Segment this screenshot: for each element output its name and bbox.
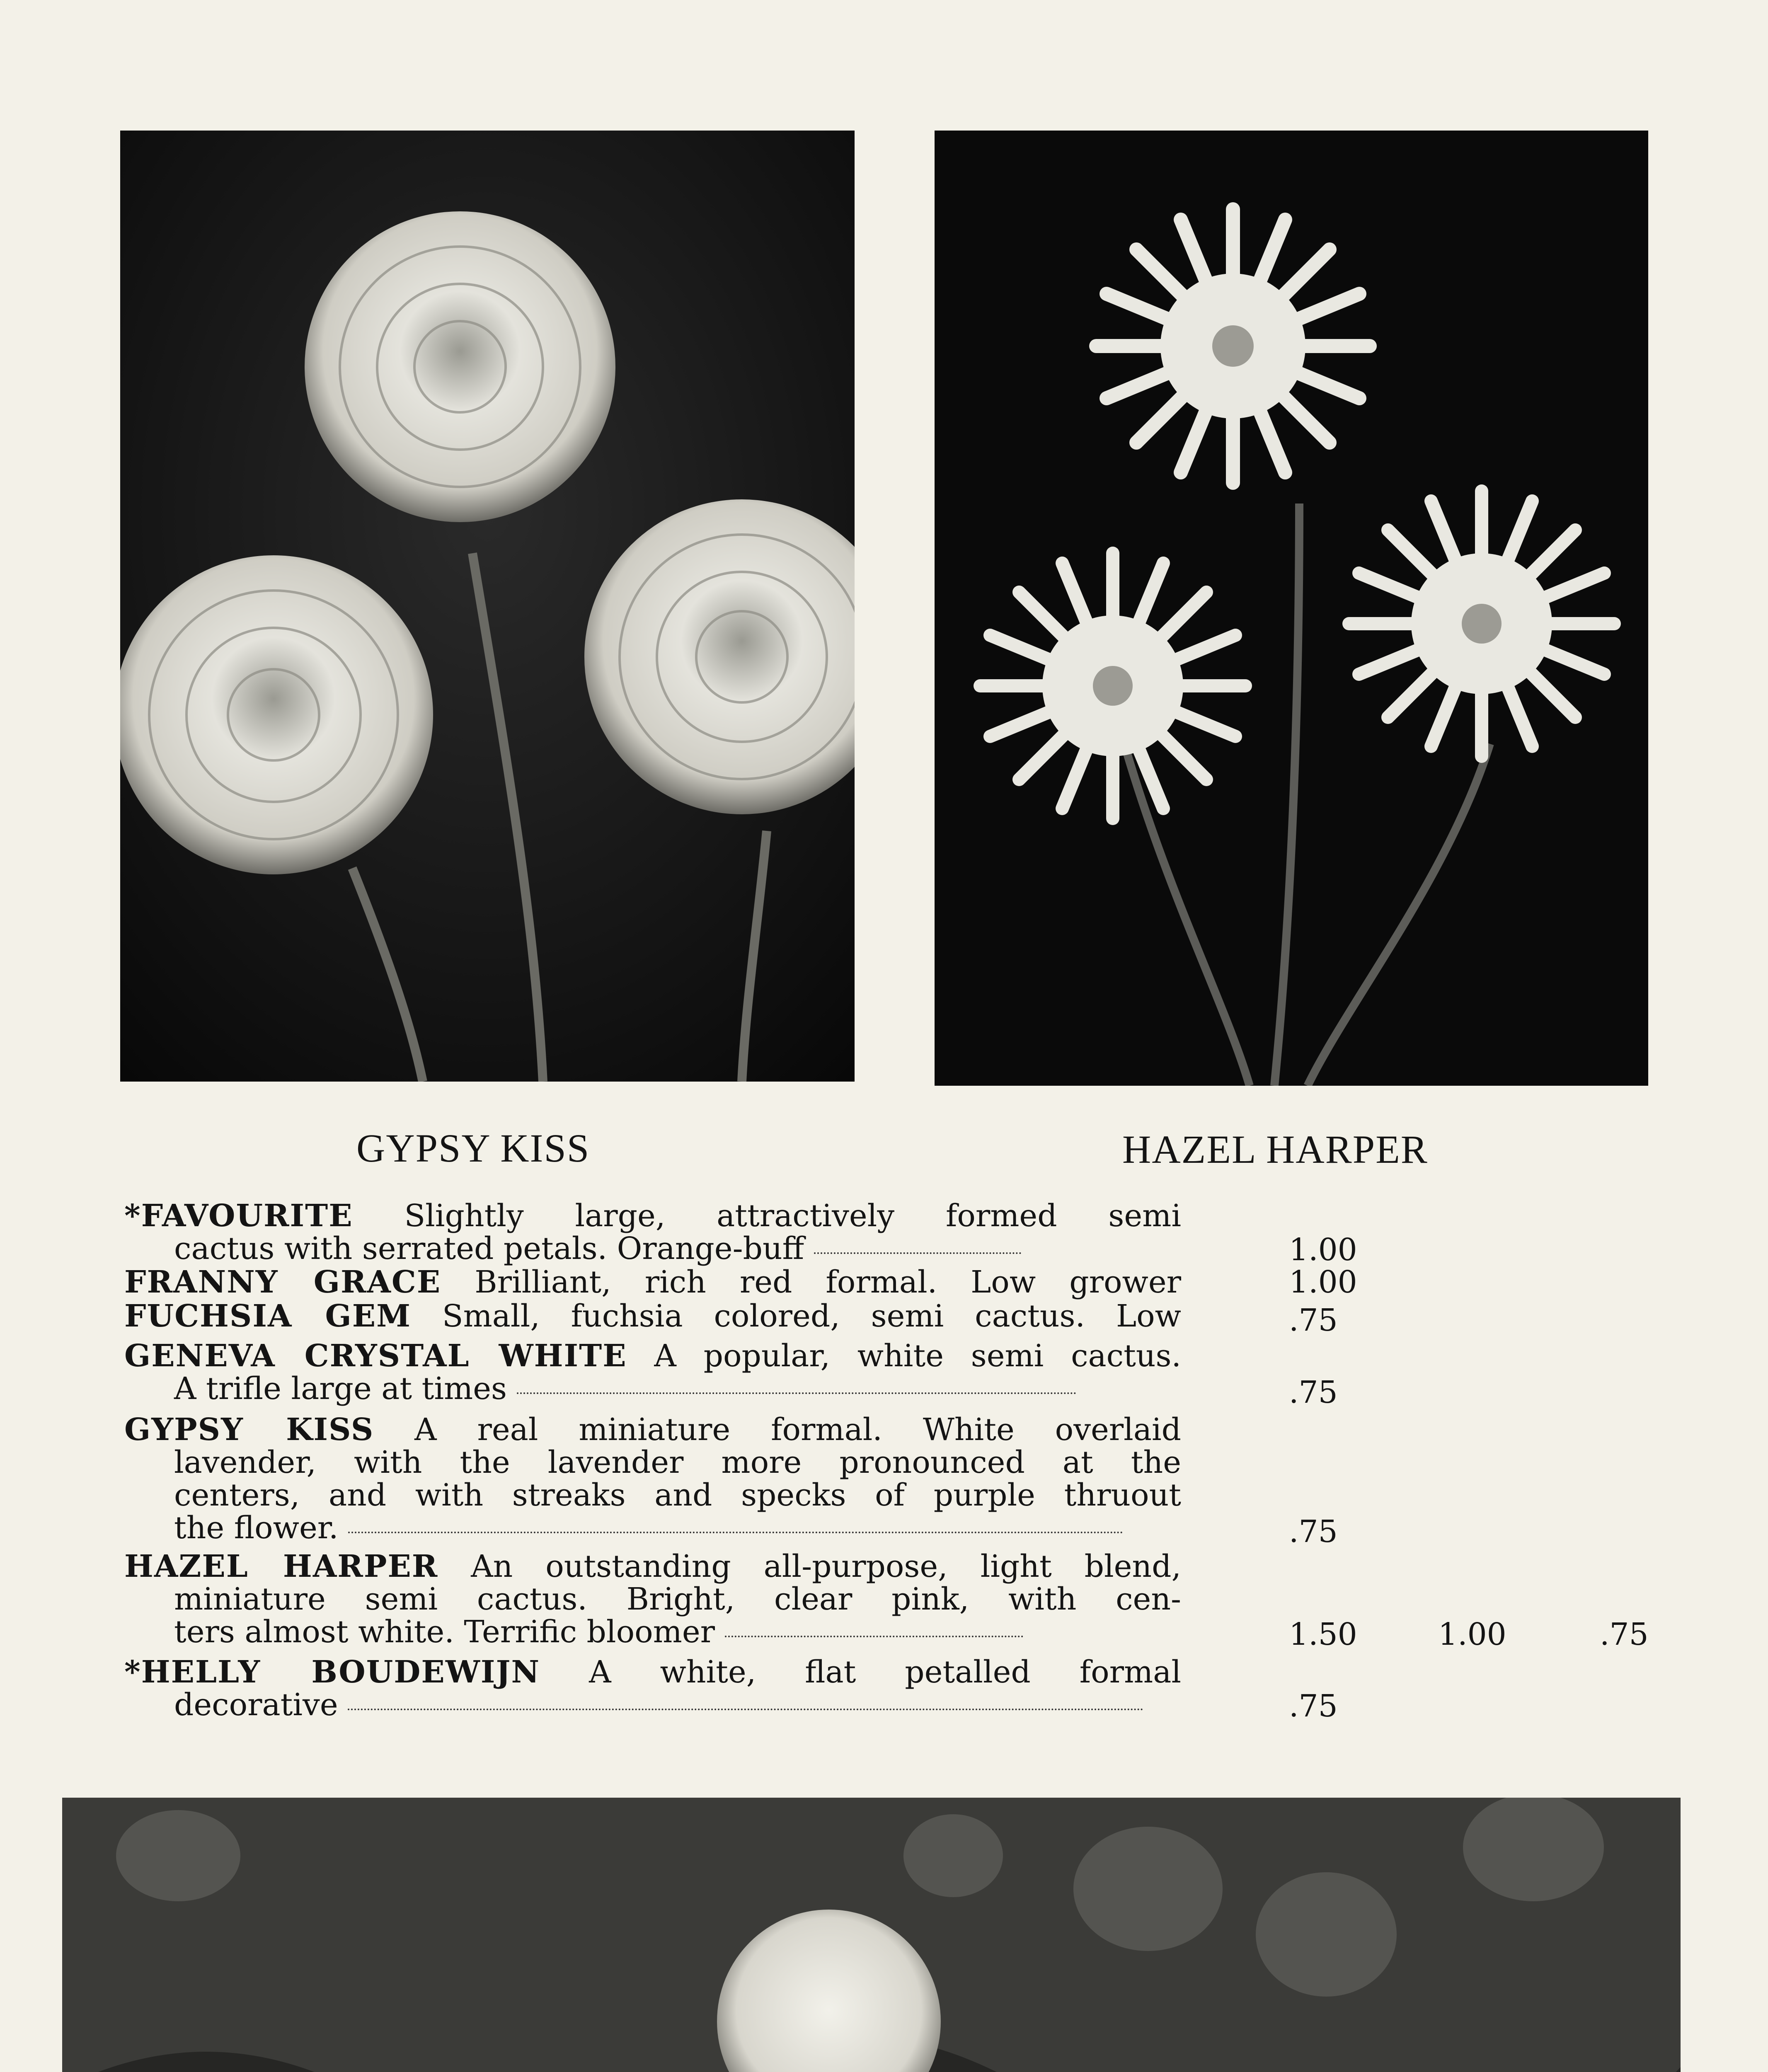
entry-geneva-crystal-white: [124, 1340, 1658, 1414]
hazel-harper-photo: [935, 131, 1648, 1086]
price: .75: [1289, 1688, 1338, 1724]
entry-text: A real miniature formal. White overlaid: [414, 1412, 1181, 1447]
entry-text: Brilliant, rich red formal. Low grower: [475, 1264, 1182, 1300]
entry-name: FRANNY GRACE: [124, 1264, 441, 1300]
entry-text: ters almost white. Terrific bloomer: [174, 1614, 715, 1650]
entry-helly-boudewijn: [124, 1656, 1658, 1722]
entry-name: HAZEL HARPER: [124, 1549, 438, 1584]
gypsy-kiss-caption: GYPSY KISS: [356, 1126, 590, 1170]
catalogue-listing: [124, 1200, 1658, 1722]
price: 1.50: [1289, 1617, 1357, 1652]
entry-name: GYPSY KISS: [124, 1412, 374, 1447]
entry-text: miniature semi cactus. Bright, clear pink, with cen-: [174, 1581, 1181, 1617]
cascade-cupid-photo: [62, 1798, 1681, 2072]
price: .75: [1289, 1375, 1338, 1410]
entry-text: lavender, with the lavender more pronounced at the: [174, 1445, 1181, 1480]
entry-gypsy-kiss: [124, 1414, 1658, 1550]
entry-name: GENEVA CRYSTAL WHITE: [124, 1338, 627, 1374]
entry-text: An outstanding all-purpose, light blend,: [471, 1549, 1181, 1584]
price: 1.00: [1289, 1264, 1357, 1300]
entry-text: A trifle large at times: [174, 1371, 507, 1406]
entry-name: *FAVOURITE: [124, 1198, 353, 1234]
entry-text: A white, flat petalled formal: [589, 1654, 1181, 1690]
entry-text: centers, and with streaks and specks of purple thruout: [174, 1477, 1181, 1513]
price: 1.00: [1438, 1617, 1506, 1652]
entry-text: cactus with serrated petals. Orange-buff: [174, 1231, 804, 1266]
entry-text: decorative: [174, 1687, 338, 1723]
entry-franny-grace: [124, 1266, 1658, 1300]
entry-text: the flower.: [174, 1510, 339, 1546]
entry-name: FUCHSIA GEM: [124, 1298, 412, 1334]
entry-hazel-harper: [124, 1550, 1658, 1656]
price: .75: [1289, 1302, 1338, 1338]
entry-text: Small, fuchsia colored, semi cactus. Low: [442, 1298, 1181, 1334]
gypsy-kiss-photo: [120, 131, 855, 1082]
entry-text: A popular, white semi cactus.: [654, 1338, 1181, 1374]
price: 1.00: [1289, 1232, 1357, 1268]
entry-name: *HELLY BOUDEWIJN: [124, 1654, 540, 1690]
entry-fuchsia-gem: [124, 1300, 1658, 1340]
price: .75: [1600, 1617, 1649, 1652]
hazel-harper-caption: HAZEL HARPER: [1122, 1127, 1428, 1172]
price: .75: [1289, 1514, 1338, 1549]
entry-favourite: [124, 1200, 1658, 1266]
entry-text: Slightly large, attractively formed semi: [404, 1198, 1181, 1234]
